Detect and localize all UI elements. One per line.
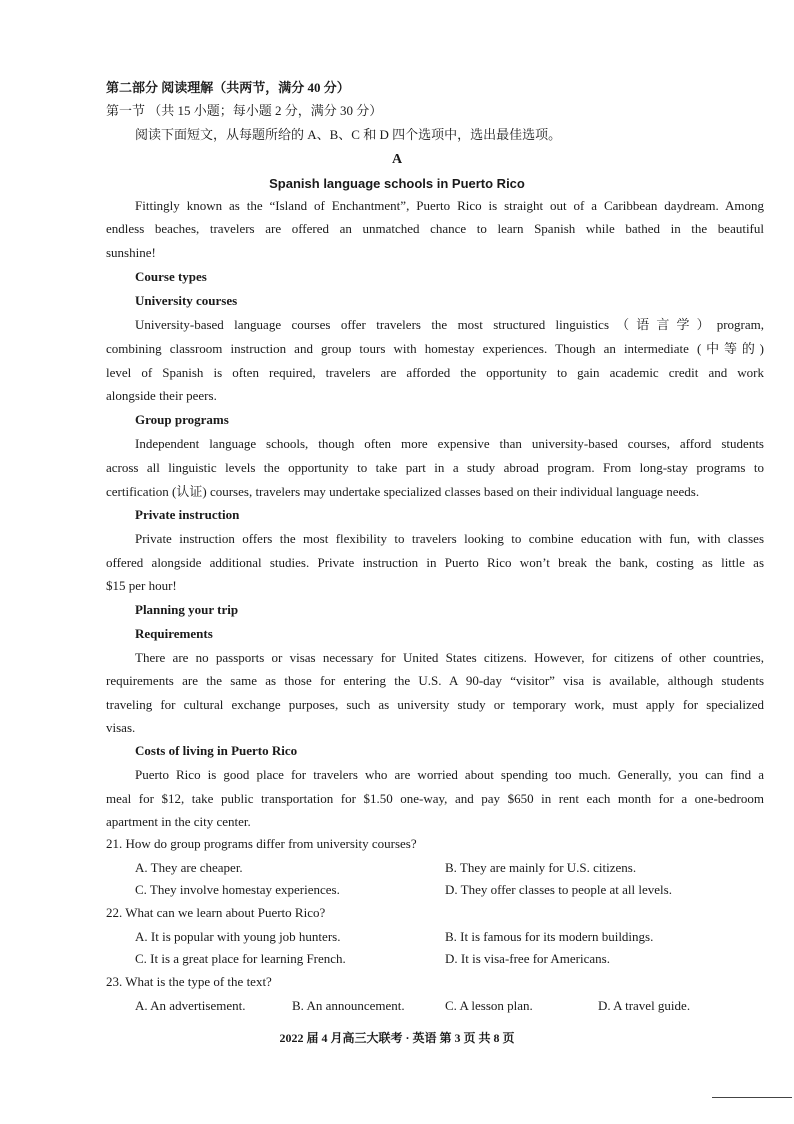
requirements-line: There are no passports or visas necessary for United States citizens. However, for citizens of other countries, (135, 650, 764, 665)
requirements-line: traveling for cultural exchange purposes, such as university study or temporary work, must apply for specialized (106, 697, 764, 712)
section-heading: 第一节 （共 15 小题；每小题 2 分，满分 30 分） (106, 103, 383, 118)
option-23-b[interactable]: B. An announcement. (292, 998, 405, 1013)
costs-line: Puerto Rico is good place for travelers who are worried about spending too much. Generally, you can find a (135, 767, 764, 782)
university-line: alongside their peers. (106, 388, 217, 403)
part-heading: 第二部分 阅读理解（共两节，满分 40 分） (106, 80, 350, 95)
university-line: University-based language courses offer travelers the most structured linguistics（语言学）program, (135, 317, 764, 332)
group-line: Independent language schools, though often more expensive than university-based courses, afford students (135, 436, 764, 451)
option-23-c[interactable]: C. A lesson plan. (445, 998, 533, 1013)
university-heading: University courses (135, 293, 238, 308)
course-types-heading: Course types (135, 269, 207, 284)
page-footer: 2022 届 4 月高三大联考 · 英语 第 3 页 共 8 页 (279, 1031, 515, 1045)
university-line: combining classroom instruction and group tours with homestay experiences. Though an intermediate (中等的) (106, 341, 764, 356)
private-heading: Private instruction (135, 507, 240, 522)
passage-title: Spanish language schools in Puerto Rico (269, 176, 525, 191)
group-heading: Group programs (135, 412, 229, 427)
planning-heading: Planning your trip (135, 602, 239, 617)
requirements-line: visas. (106, 720, 136, 735)
option-23-d[interactable]: D. A travel guide. (598, 998, 691, 1013)
intro-line: sunshine! (106, 245, 156, 260)
costs-heading: Costs of living in Puerto Rico (135, 743, 298, 758)
requirements-line: requirements are the same as those for entering the U.S. A 90-day “visitor” visa is available, although students (106, 673, 764, 688)
instruction: 阅读下面短文，从每题所给的 A、B、C 和 D 四个选项中，选出最佳选项。 (135, 127, 562, 142)
option-22-b[interactable]: B. It is famous for its modern buildings. (445, 929, 654, 944)
question-stem: 21. How do group programs differ from university courses? (106, 836, 417, 851)
requirements-heading: Requirements (135, 626, 213, 641)
option-23-a[interactable]: A. An advertisement. (135, 998, 246, 1013)
question-stem: 23. What is the type of the text? (106, 974, 272, 989)
costs-line: meal for $12, take public transportation for $1.50 one-way, and pay $650 in rent each month for a one-bedroom (106, 791, 764, 806)
option-22-c[interactable]: C. It is a great place for learning French. (135, 951, 346, 966)
question-stem: 22. What can we learn about Puerto Rico? (106, 905, 326, 920)
private-line: $15 per hour! (106, 578, 177, 593)
option-21-a[interactable]: A. They are cheaper. (135, 860, 243, 875)
option-21-c[interactable]: C. They involve homestay experiences. (135, 882, 340, 897)
group-line: certification (认证) courses, travelers may undertake specialized classes based on their individual language needs. (106, 484, 700, 499)
private-line: Private instruction offers the most flexibility to travelers looking to combine education with fun, with classes (135, 531, 764, 546)
option-22-d[interactable]: D. It is visa-free for Americans. (445, 951, 610, 966)
option-21-d[interactable]: D. They offer classes to people at all levels. (445, 882, 672, 897)
university-line: level of Spanish is often required, travelers are afforded the opportunity to gain academic credit and work (106, 365, 764, 380)
group-line: across all linguistic levels the opportunity to take part in a study abroad program. From long-stay programs to (106, 460, 764, 475)
option-21-b[interactable]: B. They are mainly for U.S. citizens. (445, 860, 637, 875)
private-line: offered alongside additional studies. Private instruction in Puerto Rico won’t break the bank, costing as little as (106, 555, 764, 570)
costs-line: apartment in the city center. (106, 814, 251, 829)
passage-letter: A (391, 152, 403, 167)
option-22-a[interactable]: A. It is popular with young job hunters. (135, 929, 341, 944)
corner-rule (712, 1097, 792, 1098)
intro-line: Fittingly known as the “Island of Enchantment”, Puerto Rico is straight out of a Caribbean daydream. Among (135, 198, 764, 213)
intro-line: endless beaches, travelers are offered an unmatched chance to learn Spanish while bathed in the beautiful (106, 221, 764, 236)
